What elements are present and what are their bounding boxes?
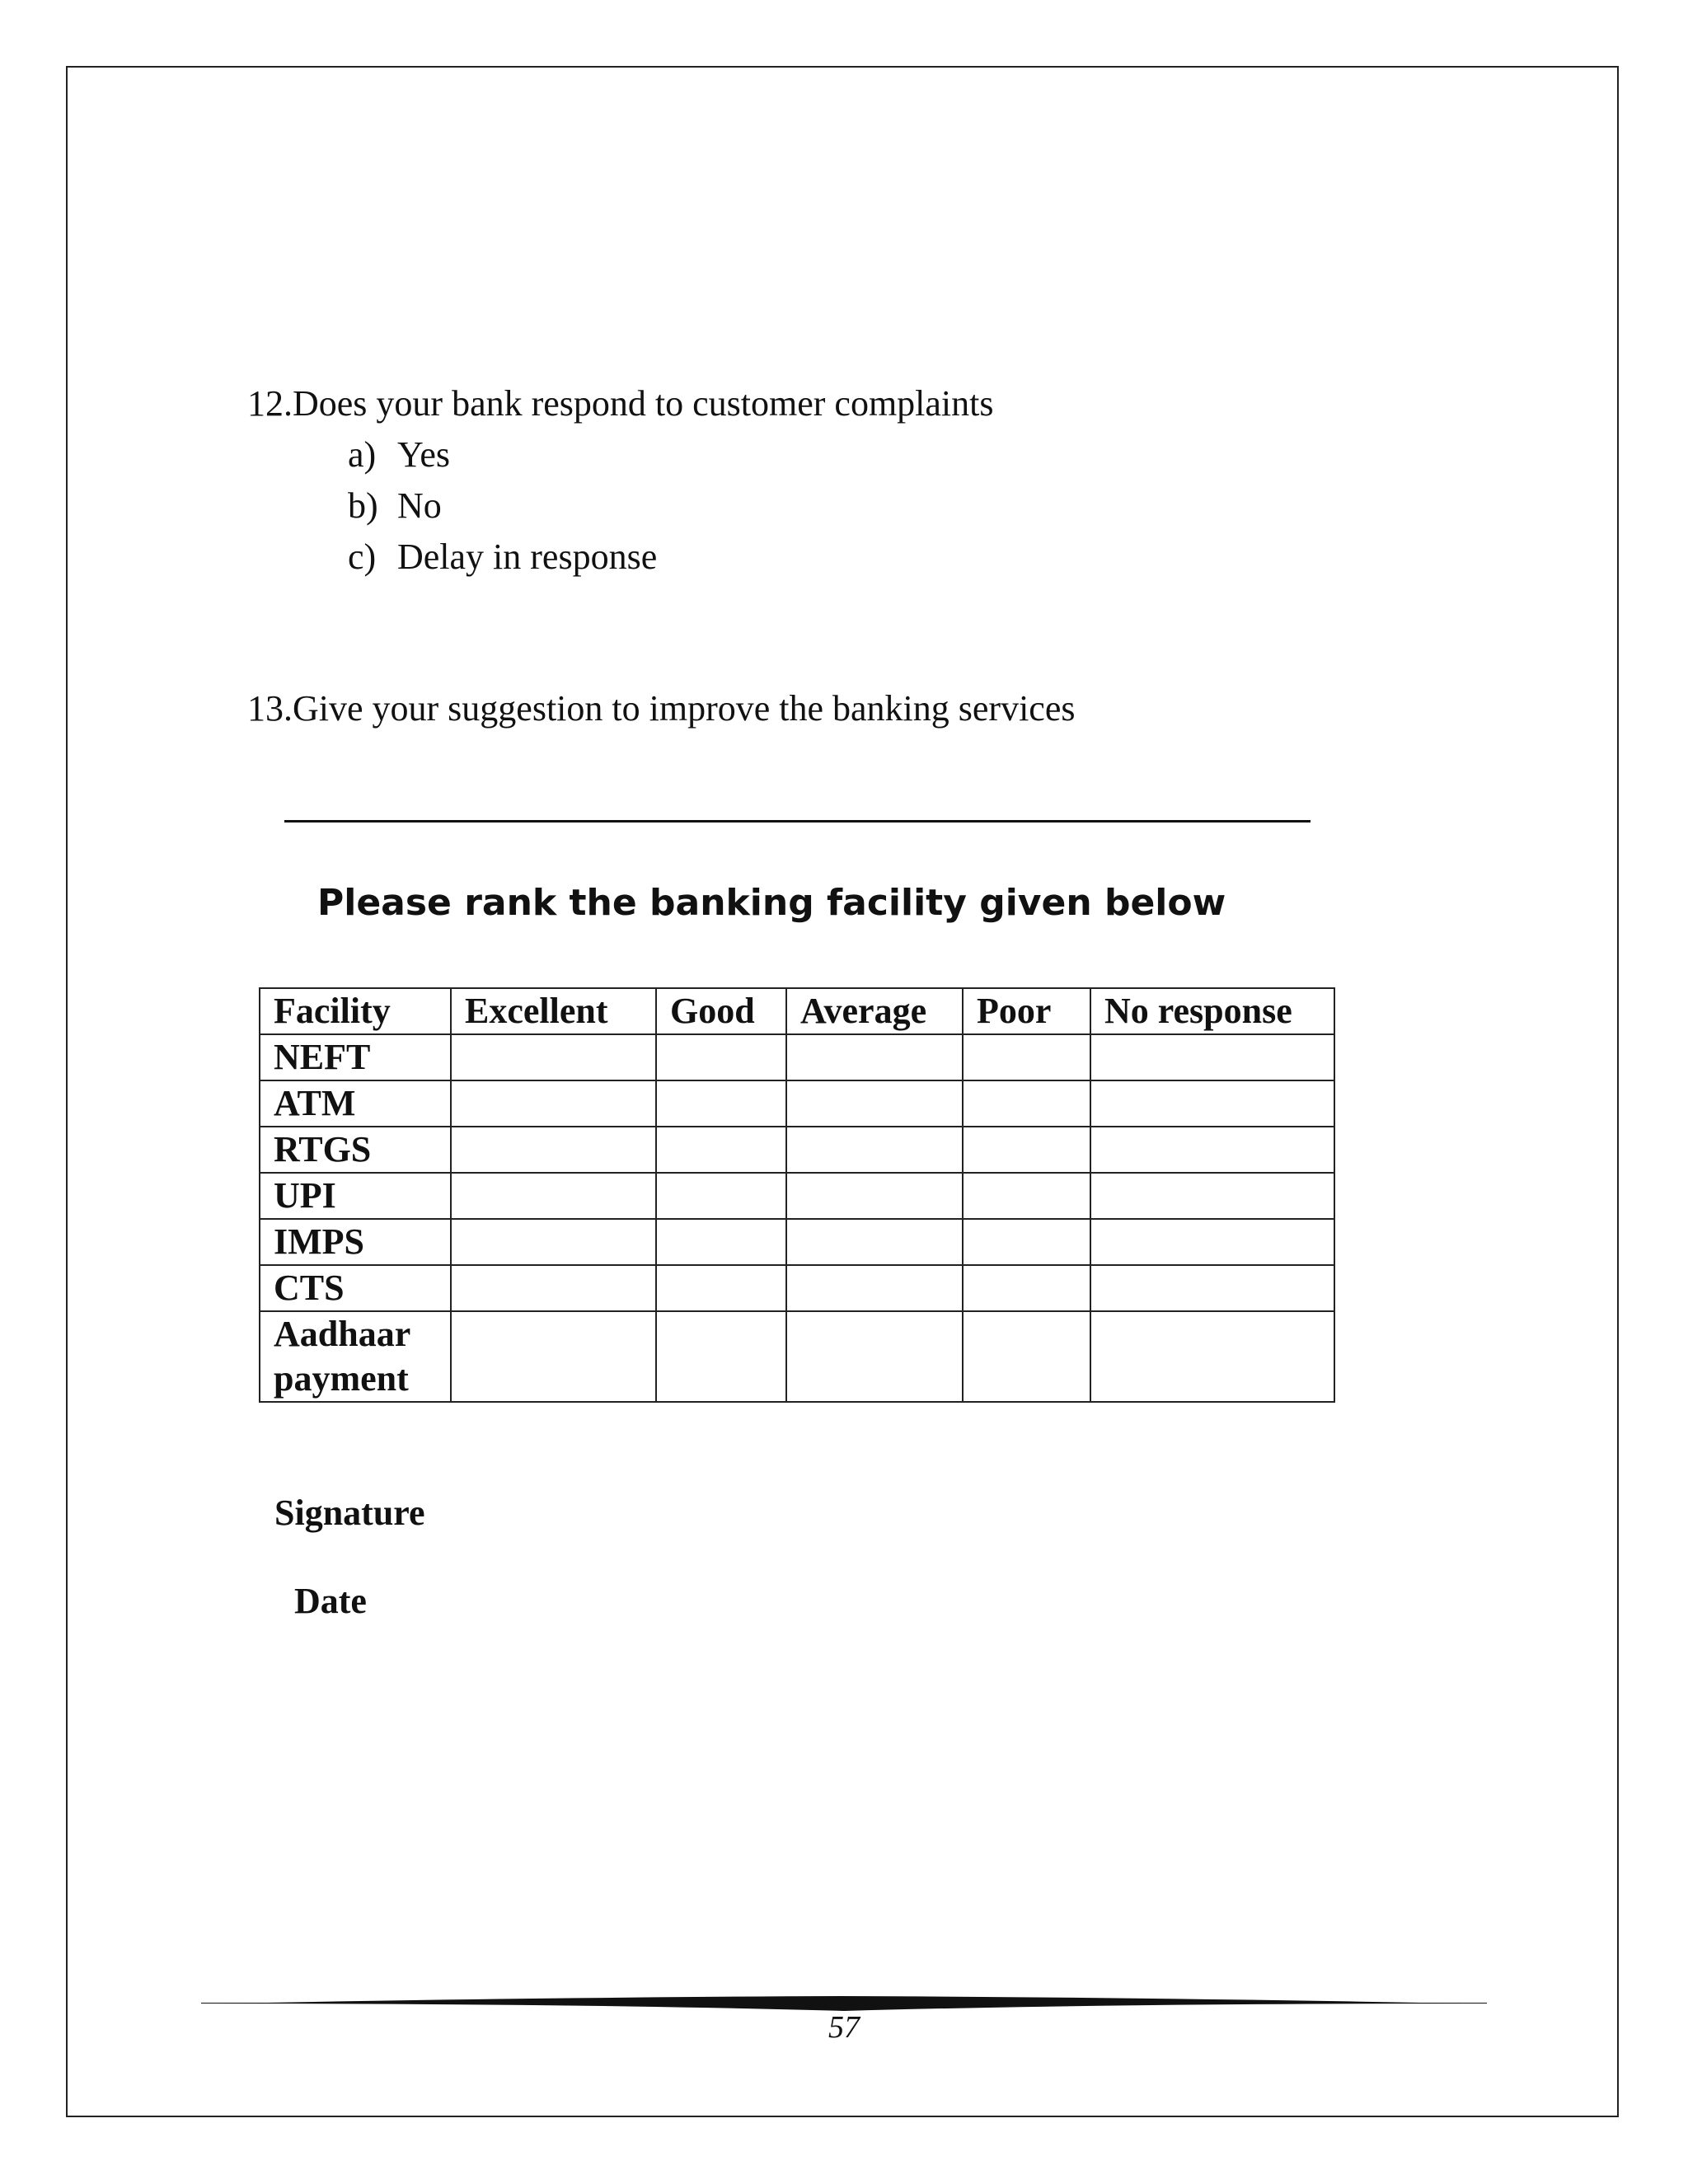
- rating-cell[interactable]: [786, 1127, 963, 1173]
- header-no-response: No response: [1090, 988, 1334, 1034]
- facility-name: NEFT: [260, 1034, 451, 1080]
- table-row: [260, 1265, 1334, 1311]
- table-row: [260, 1173, 1334, 1219]
- table-row: [260, 1034, 1334, 1080]
- option-letter: c): [348, 537, 377, 577]
- facility-name: RTGS: [260, 1127, 451, 1173]
- header-facility: Facility: [260, 988, 451, 1034]
- header-excellent: Excellent: [451, 988, 656, 1034]
- option-text: Yes: [397, 434, 451, 475]
- facility-name: IMPS: [260, 1219, 451, 1265]
- rating-cell[interactable]: [451, 1311, 656, 1402]
- signature-label: Signature: [274, 1493, 425, 1533]
- question-13-title: 13.Give your suggestion to improve the banking services: [247, 688, 1076, 729]
- option-c[interactable]: [348, 539, 657, 590]
- rating-cell[interactable]: [963, 1127, 1090, 1173]
- rating-cell[interactable]: [963, 1080, 1090, 1127]
- option-b[interactable]: [348, 485, 657, 539]
- option-text: Delay in response: [397, 537, 658, 577]
- rating-cell[interactable]: [451, 1219, 656, 1265]
- option-text: No: [397, 485, 442, 526]
- rating-cell[interactable]: [786, 1311, 963, 1402]
- header-good: Good: [656, 988, 786, 1034]
- table-row: [260, 1080, 1334, 1127]
- question-12-title: 12.Does your bank respond to customer complaints: [247, 383, 994, 424]
- rating-cell[interactable]: [786, 1080, 963, 1127]
- rating-cell[interactable]: [656, 1311, 786, 1402]
- rating-cell[interactable]: [451, 1173, 656, 1219]
- rating-cell[interactable]: [656, 1127, 786, 1173]
- page-number: 57: [828, 2010, 860, 2045]
- rating-cell[interactable]: [451, 1127, 656, 1173]
- rating-cell[interactable]: [963, 1173, 1090, 1219]
- rating-cell[interactable]: [1090, 1173, 1334, 1219]
- rating-cell[interactable]: [656, 1219, 786, 1265]
- option-letter: b): [348, 485, 378, 526]
- header-average: Average: [786, 988, 963, 1034]
- table-header-row: [260, 988, 1334, 1034]
- suggestion-answer-line[interactable]: [284, 820, 1311, 823]
- ranking-heading: Please rank the banking facility given below: [317, 882, 1226, 924]
- table-row: [260, 1311, 1334, 1402]
- rating-cell[interactable]: [451, 1265, 656, 1311]
- ranking-table: [259, 987, 1335, 1403]
- rating-cell[interactable]: [451, 1080, 656, 1127]
- rating-cell[interactable]: [786, 1219, 963, 1265]
- option-a[interactable]: [348, 434, 657, 488]
- rating-cell[interactable]: [656, 1034, 786, 1080]
- facility-name: UPI: [260, 1173, 451, 1219]
- rating-cell[interactable]: [1090, 1080, 1334, 1127]
- rating-cell[interactable]: [1090, 1311, 1334, 1402]
- question-12-options: [348, 434, 658, 590]
- rating-cell[interactable]: [1090, 1219, 1334, 1265]
- rating-cell[interactable]: [963, 1311, 1090, 1402]
- table-row: [260, 1127, 1334, 1173]
- rating-cell[interactable]: [656, 1080, 786, 1127]
- footer-swoosh-top: [267, 1996, 1421, 2003]
- rating-cell[interactable]: [1090, 1034, 1334, 1080]
- rating-cell[interactable]: [786, 1265, 963, 1311]
- facility-name: ATM: [260, 1080, 451, 1127]
- rating-cell[interactable]: [656, 1173, 786, 1219]
- rating-cell[interactable]: [963, 1265, 1090, 1311]
- rating-cell[interactable]: [1090, 1265, 1334, 1311]
- rating-cell[interactable]: [786, 1173, 963, 1219]
- rating-cell[interactable]: [786, 1034, 963, 1080]
- facility-name: Aadhaar payment: [260, 1311, 451, 1402]
- facility-name: CTS: [260, 1265, 451, 1311]
- rating-cell[interactable]: [963, 1034, 1090, 1080]
- rating-cell[interactable]: [656, 1265, 786, 1311]
- header-poor: Poor: [963, 988, 1090, 1034]
- rating-cell[interactable]: [963, 1219, 1090, 1265]
- table-row: [260, 1219, 1334, 1265]
- date-label: Date: [294, 1581, 367, 1621]
- option-letter: a): [348, 434, 377, 475]
- rating-cell[interactable]: [1090, 1127, 1334, 1173]
- rating-cell[interactable]: [451, 1034, 656, 1080]
